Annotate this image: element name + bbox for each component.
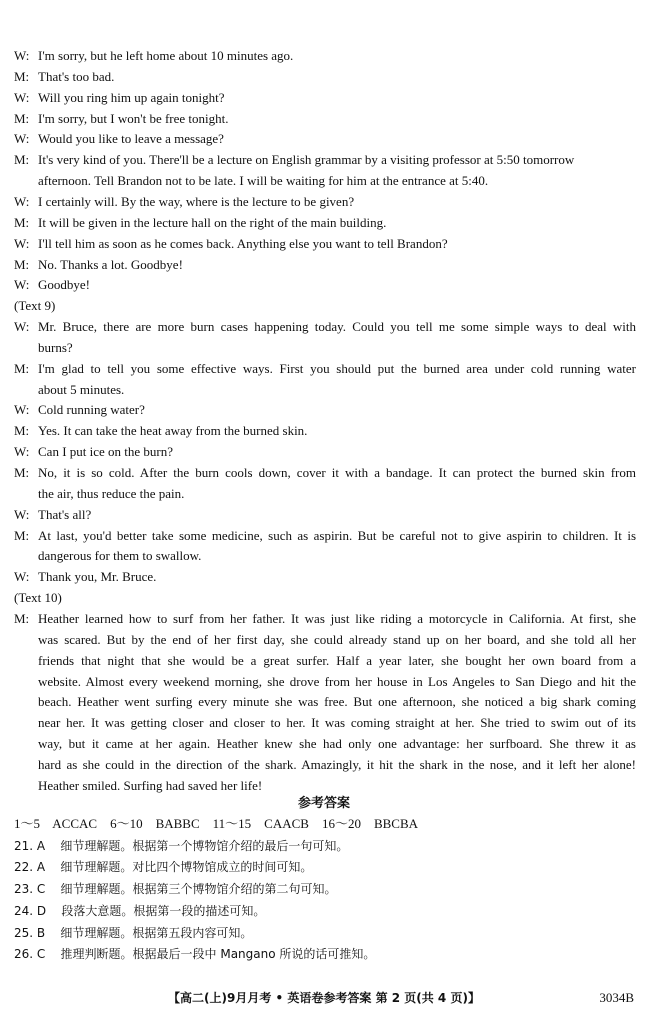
speaker-label: M: — [14, 214, 30, 230]
transcript-line — [14, 88, 636, 108]
transcript-line — [14, 129, 636, 149]
utterance-text: burns? — [38, 339, 73, 355]
transcript-line — [14, 150, 636, 170]
transcript-line — [14, 505, 636, 525]
utterance-text: Heather smiled. Surfing had saved her life! — [38, 777, 263, 793]
transcript-line — [14, 275, 636, 295]
speaker-label: W: — [14, 193, 30, 209]
utterance-text: (Text 10) — [14, 590, 62, 606]
transcript-line — [14, 109, 636, 129]
transcript-line — [38, 755, 636, 775]
utterance-text: I certainly will. By the way, where is the lecture to be given? — [38, 193, 355, 209]
speaker-label: W: — [14, 48, 30, 63]
answer-item: 23. C 细节理解题。根据第三个博物馆介绍的第二句可知。 — [14, 882, 337, 897]
paper-code: 3034B — [599, 990, 634, 1005]
utterance-text: Will you ring him up again tonight? — [38, 89, 225, 105]
speaker-label: W: — [14, 235, 30, 251]
transcript-line — [38, 546, 636, 566]
transcript-line — [14, 567, 636, 587]
speaker-label: M: — [14, 256, 30, 272]
utterance-text: At last, you'd better take some medicine, such as aspirin. But be careful not to give aspirin to children. It is — [38, 527, 636, 543]
utterance-text: website. Almost every weekend morning, she drove from her house in Los Angeles to San Diego and hit the — [38, 673, 636, 689]
transcript-line — [14, 255, 636, 275]
transcript-line — [14, 192, 636, 212]
utterance-text: beach. Heather went surfing every minute she was free. But one afternoon, she noticed a big shark coming — [38, 694, 636, 710]
utterance-text: Yes. It can take the heat away from the burned skin. — [38, 423, 308, 439]
speaker-label: W: — [14, 131, 30, 147]
utterance-text: That's all? — [38, 506, 92, 522]
utterance-text: the air, thus reduce the pain. — [38, 485, 185, 501]
utterance-text: Mr. Bruce, there are more burn cases happening today. Could you tell me some simple ways to deal with — [38, 319, 636, 335]
transcript-line — [38, 338, 636, 358]
section-heading — [14, 588, 636, 608]
utterance-text: hard as she could in the direction of the shark. Amazingly, it hit the shark in the nose, and it left her alone! — [38, 756, 636, 772]
transcript-line — [14, 234, 636, 254]
transcript-line — [14, 421, 636, 441]
transcript-line — [14, 526, 636, 546]
speaker-label: W: — [14, 444, 30, 460]
transcript-line — [38, 484, 636, 504]
speaker-label: W: — [14, 89, 30, 105]
speaker-label: M: — [14, 152, 30, 168]
speaker-label: M: — [14, 68, 30, 84]
utterance-text: Can I put ice on the burn? — [38, 444, 174, 460]
transcript-line — [38, 734, 636, 754]
utterance-text: Cold running water? — [38, 402, 145, 418]
speaker-label: W: — [14, 319, 30, 335]
utterance-text: afternoon. Tell Brandon not to be late. I will be waiting for him at the entrance at 5:40. — [38, 173, 489, 189]
utterance-text: about 5 minutes. — [38, 381, 125, 397]
answer-item: 25. B 细节理解题。根据第五段内容可知。 — [14, 925, 253, 940]
transcript-line — [14, 609, 636, 629]
utterance-text: Thank you, Mr. Bruce. — [38, 569, 157, 585]
utterance-text: dangerous for them to swallow. — [38, 548, 202, 564]
utterance-text: That's too bad. — [38, 68, 115, 84]
transcript-line — [14, 46, 636, 66]
transcript-line — [38, 171, 636, 191]
transcript-line — [14, 213, 636, 233]
utterance-text: It will be given in the lecture hall on the right of the main building. — [38, 214, 387, 230]
utterance-text: I'm sorry, but he left home about 10 minutes ago. — [38, 48, 294, 63]
speaker-label: W: — [14, 277, 30, 293]
transcript-line — [38, 672, 636, 692]
speaker-label: M: — [14, 465, 30, 480]
answer-item: 24. D 段落大意题。根据第一段的描述可知。 — [14, 903, 266, 918]
transcript-line — [14, 400, 636, 420]
answer-item: 21. A 细节理解题。根据第一个博物馆介绍的最后一句可知。 — [14, 838, 349, 853]
utterance-text: No, it is so cold. After the burn cools down, cover it with a bandage. It can protect the burned skin from — [38, 465, 636, 480]
speaker-label: M: — [14, 610, 30, 626]
speaker-label: W: — [14, 506, 30, 522]
transcript-line — [38, 380, 636, 400]
utterance-text: I'm sorry, but I won't be free tonight. — [38, 110, 229, 126]
utterance-text: friends that night that she would be a great surfer. Half a year later, she bought her own board from a — [38, 652, 636, 668]
utterance-text: No. Thanks a lot. Goodbye! — [38, 256, 183, 272]
page-footer: 【高二(上)9月月考 • 英语卷参考答案 第 2 页(共 4 页)】 — [168, 991, 480, 1005]
answer-item: 22. A 细节理解题。对比四个博物馆成立的时间可知。 — [14, 860, 313, 875]
transcript-line — [14, 67, 636, 87]
utterance-text: (Text 9) — [14, 298, 56, 314]
utterance-text: Goodbye! — [38, 277, 90, 293]
speaker-label: M: — [14, 110, 30, 126]
transcript-line — [38, 630, 636, 650]
section-heading — [14, 296, 636, 316]
transcript-line — [38, 692, 636, 712]
transcript-line — [14, 463, 636, 483]
speaker-label: W: — [14, 569, 30, 585]
answer-item: 26. C 推理判断题。根据最后一段中 Mangano 所说的话可推知。 — [14, 947, 376, 962]
transcript-line — [14, 359, 636, 379]
transcript-line — [38, 651, 636, 671]
utterance-text: I'm glad to tell you some effective ways. First you should put the burned area under cold running water — [38, 360, 636, 376]
utterance-text: I'll tell him as soon as he comes back. Anything else you want to tell Brandon? — [38, 235, 448, 251]
transcript-line — [14, 317, 636, 337]
speaker-label: W: — [14, 402, 30, 418]
speaker-label: M: — [14, 423, 30, 439]
answers-title: 参考答案 — [297, 796, 350, 811]
utterance-text: Heather learned how to surf from her father. It was just like riding a motorcycle in California. At first, she — [38, 610, 636, 626]
utterance-text: Would you like to leave a message? — [38, 131, 224, 147]
transcript-line — [38, 713, 636, 733]
utterance-text: was scared. But by the end of her first day, she could already stand up on her board, and she told all her — [38, 631, 636, 647]
speaker-label: M: — [14, 527, 30, 543]
speaker-label: M: — [14, 360, 30, 376]
utterance-text: way, but it came at her again. Heather knew she had only one advantage: her surfboard. She threw it as — [38, 736, 636, 752]
utterance-text: It's very kind of you. There'll be a lecture on English grammar by a visiting professor at 5:50 tomorrow — [38, 152, 575, 168]
transcript-line — [14, 442, 636, 462]
utterance-text: near her. It was getting closer and closer to her. It was coming straight at her. She tried to swim out of its — [38, 715, 636, 731]
choice-answers-row: 1～5 ACCAC 6～10 BABBC 11～15 CAACB 16～20 BBCBA — [14, 816, 419, 831]
